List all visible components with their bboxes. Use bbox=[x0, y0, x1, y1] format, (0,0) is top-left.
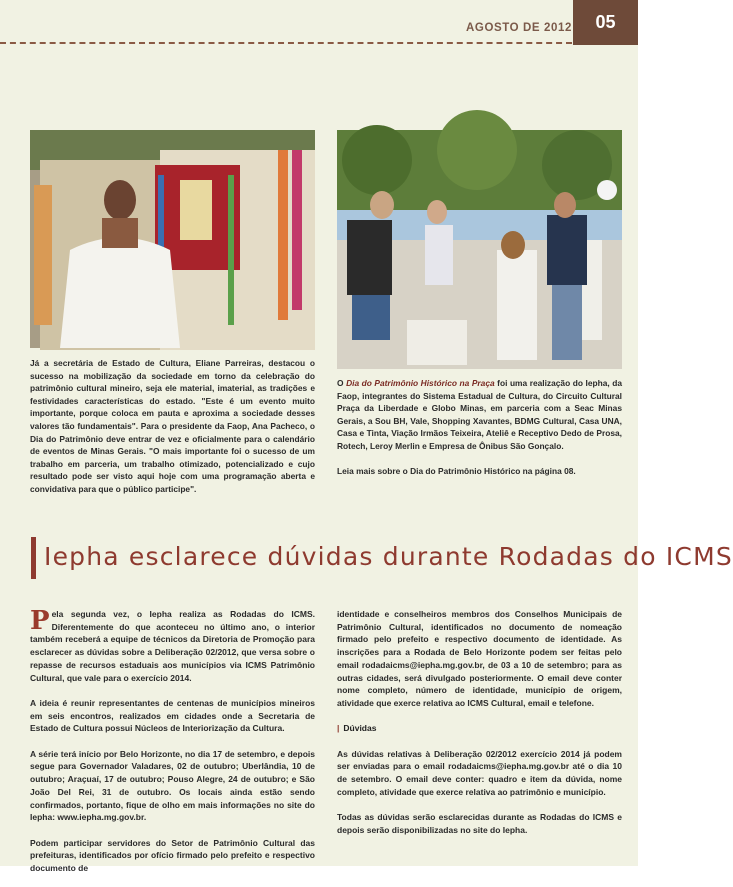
header-dashed-rule bbox=[0, 42, 572, 44]
right-caption-p1 bbox=[337, 377, 622, 453]
subheading-text: Dúvidas bbox=[343, 723, 377, 734]
article-right-paragraph-1: identidade e conselheiros membros dos Conselhos Municipais de Patrimônio Cultural, identificados no documento de nomeação firmado pelo prefeito e respectivo documento de identidade. As inscrições para a Rodada de Belo Horizonte podem ser feitas pelo email rodadaicms@iepha.mg.gov.br, de 03 a 10 de setembro; para as outras cidades, será divulgado posteriormente. O email deve conter nome completo, número de identidade, município de origem, atividade que exerce relativa ao ICMS Cultural, email e telefone. bbox=[337, 609, 622, 708]
left-photo-caption bbox=[30, 357, 315, 496]
article-right-paragraph-2: As dúvidas relativas à Deliberação 02/2012 exercício 2014 já podem ser enviadas para o email rodadaicms@iepha.mg.gov.br até o dia 10 de setembro. O email deve conter: quadro e item da dúvida, nome completo, atividade que exerce relativa ao patrimônio e município. bbox=[337, 748, 622, 797]
article-paragraph-4: Podem participar servidores do Setor de Patrimônio Cultural das prefeituras, identificados por ofício firmado pelo prefeito e respectivo documento de bbox=[30, 837, 315, 874]
photo-heritage-day bbox=[337, 130, 622, 369]
article-paragraph-1-text: ela segunda vez, o Iepha realiza as Rodadas do ICMS. Diferentemente do que aconteceu no último ano, o interior também receberá a equipe de técnicos da Diretoria de Promoção para esclarecer as dúvidas sobre a Deliberação 02/2012, que versa sobre o repasse de recursos estaduais aos municípios via ICMS Patrimônio Cultural, que vale para o exercício 2014. bbox=[30, 609, 315, 683]
right-caption-p2: Leia mais sobre o Dia do Patrimônio Histórico na página 08. bbox=[337, 466, 576, 477]
article-paragraph-2: A ideia é reunir representantes de centenas de municípios mineiros em seis encontros, realizados em cidades onde a Secretaria de Estado de Cultura possui Núcleos de Interiorização da Cultura. bbox=[30, 697, 315, 734]
right-caption-body: foi uma realização do Iepha, da Faop, integrantes do Sistema Estadual de Cultura, do Circuito Cultural Praça da Liberdade e Globo Minas, em parceria com a Seac Minas Gerais, a Sou BH, Vale, Shopping Xavantes, BDMG Cultural, Casa UNA, Casa e Tinta, Viação Irmãos Teixeira, Ateliê e Receptivo Dedo de Prosa, Rotech, Leroy Merlin e Empresa de Ônibus São Gonçalo. bbox=[337, 378, 623, 451]
right-caption-prefix: O bbox=[337, 378, 347, 388]
subheading-duvidas bbox=[337, 722, 622, 735]
article-right-paragraph-3: Todas as dúvidas serão esclarecidas durante as Rodadas do ICMS e depois serão disponibilizadas no site do Iepha. bbox=[337, 812, 622, 835]
headline-accent-bar bbox=[31, 537, 36, 579]
subheading-marker: | bbox=[337, 723, 340, 734]
article-right-column bbox=[337, 608, 622, 849]
article-left-column bbox=[30, 608, 315, 887]
article-paragraph-1 bbox=[30, 608, 315, 684]
photo-secretary bbox=[30, 130, 315, 348]
header-date: AGOSTO DE 2012 bbox=[466, 22, 572, 34]
right-caption-emphasis: Dia do Patrimônio Histórico na Praça bbox=[346, 378, 495, 388]
left-caption-text: Já a secretária de Estado de Cultura, Eliane Parreiras, destacou o sucesso na mobilização da sociedade em torno da celebração do patrimônio cultural mineiro, seja ele material, imaterial, as tradições e festividades características do estado. "Este é um evento muito importante, porque coloca em pauta e aproxima a sociedade desses valores tão fundamentais". Para o presidente da Faop, Ana Pacheco, o Dia do Patrimônio deve entrar de vez e oficialmente para o calendário de eventos de Minas Gerais. "O mais importante foi o sucesso de um trabalho em parceria, um trabalho otimizado, potencializado e cujo resultado pode ser visto aqui hoje com uma programação aberta e convidativa para que o público participe". bbox=[30, 358, 315, 494]
article-headline: Iepha esclarece dúvidas durante Rodadas do ICMS bbox=[44, 542, 733, 571]
right-photo-caption bbox=[337, 377, 622, 478]
page-number: 05 bbox=[573, 0, 638, 45]
article-paragraph-3: A série terá início por Belo Horizonte, no dia 17 de setembro, e depois segue para Governador Valadares, 02 de outubro; Uberlândia, 10 de outubro; Araçuaí, 17 de outubro; Pouso Alegre, 24 de outubro; e São João Del Rei, 31 de outubro. Os locais ainda estão sendo confirmados, portanto, fique de olho em mais informações no site do Iepha: www.iepha.mg.gov.br. bbox=[30, 748, 315, 823]
drop-cap: P bbox=[30, 606, 50, 636]
